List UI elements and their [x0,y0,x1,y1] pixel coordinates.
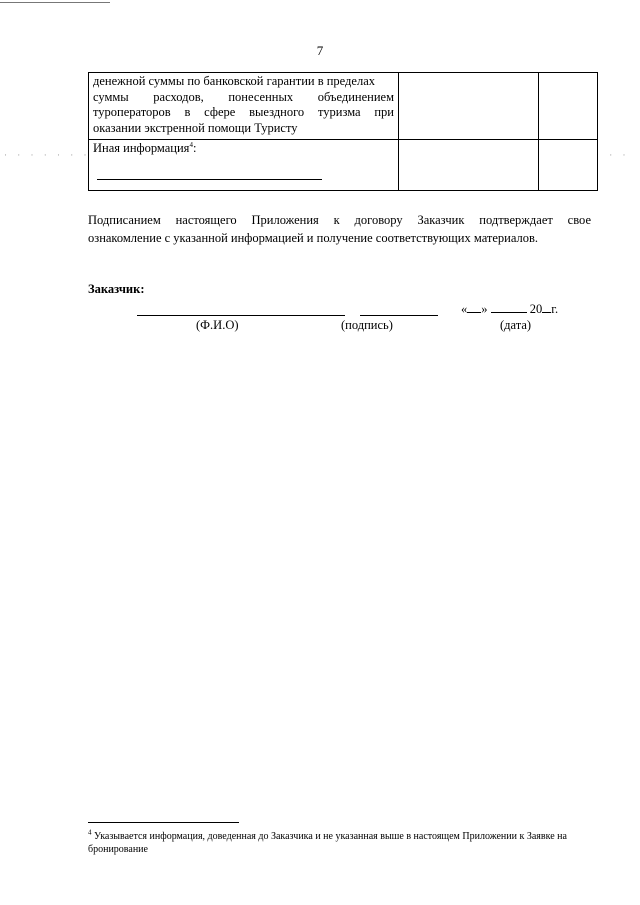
year-suffix: г. [551,302,559,316]
acknowledgement-paragraph [88,212,591,247]
footnote-number: 4 [88,828,92,837]
table-cell-empty [399,140,539,191]
other-info-label: Иная информация [93,141,190,155]
table-cell-other-info [89,140,399,191]
year-prefix: 20 [529,302,543,316]
year-blank [542,300,551,313]
other-info-colon: : [192,141,197,155]
quote-open: « [461,302,468,316]
page-number: 7 [316,43,324,58]
footnote-separator [88,822,239,823]
quote-close: » [481,302,488,316]
day-blank [467,300,481,313]
table-cell-empty [539,140,598,191]
scan-edge-line [0,2,110,3]
date-caption: (дата) [500,318,532,332]
cell-text-line: денежной суммы по банковской гарантии в пределах [93,74,376,88]
info-table [88,72,598,191]
footnote-ref: 4 [189,140,193,149]
scan-artifact-left: · · · · · · · [4,150,91,160]
cell-text-line: суммы расходов, понесенных объединением [93,89,394,104]
footnote [88,830,568,856]
footnote-text: Указывается информация, доведенная до Заказчика и не указанная выше в настоящем Приложении к Заявке на бронирование [88,831,567,855]
table-cell-empty [539,73,598,140]
fio-caption: (Ф.И.О) [196,318,239,332]
signature-line [360,315,438,316]
fio-line [137,315,345,316]
cell-text-line: оказании экстренной помощи Туристу [93,120,298,135]
paragraph-line: Подписанием настоящего Приложения к договору Заказчик подтверждает свое [88,213,591,227]
signature-caption: (подпись) [341,318,393,332]
table-cell-empty [399,73,539,140]
table-cell-description [89,73,399,140]
cell-text-line: туроператоров в сфере выездного туризма при [93,105,394,119]
table-row [89,73,598,140]
month-blank [491,300,527,313]
customer-heading: Заказчик: [88,282,145,296]
paragraph-line: ознакомление с указанной информацией и получение соответствующих материалов. [88,230,539,245]
scan-artifact-right: · · · [596,150,630,160]
signature-block [0,298,640,338]
table-row [89,140,598,191]
fill-in-line [97,179,322,180]
date-field [461,300,558,317]
